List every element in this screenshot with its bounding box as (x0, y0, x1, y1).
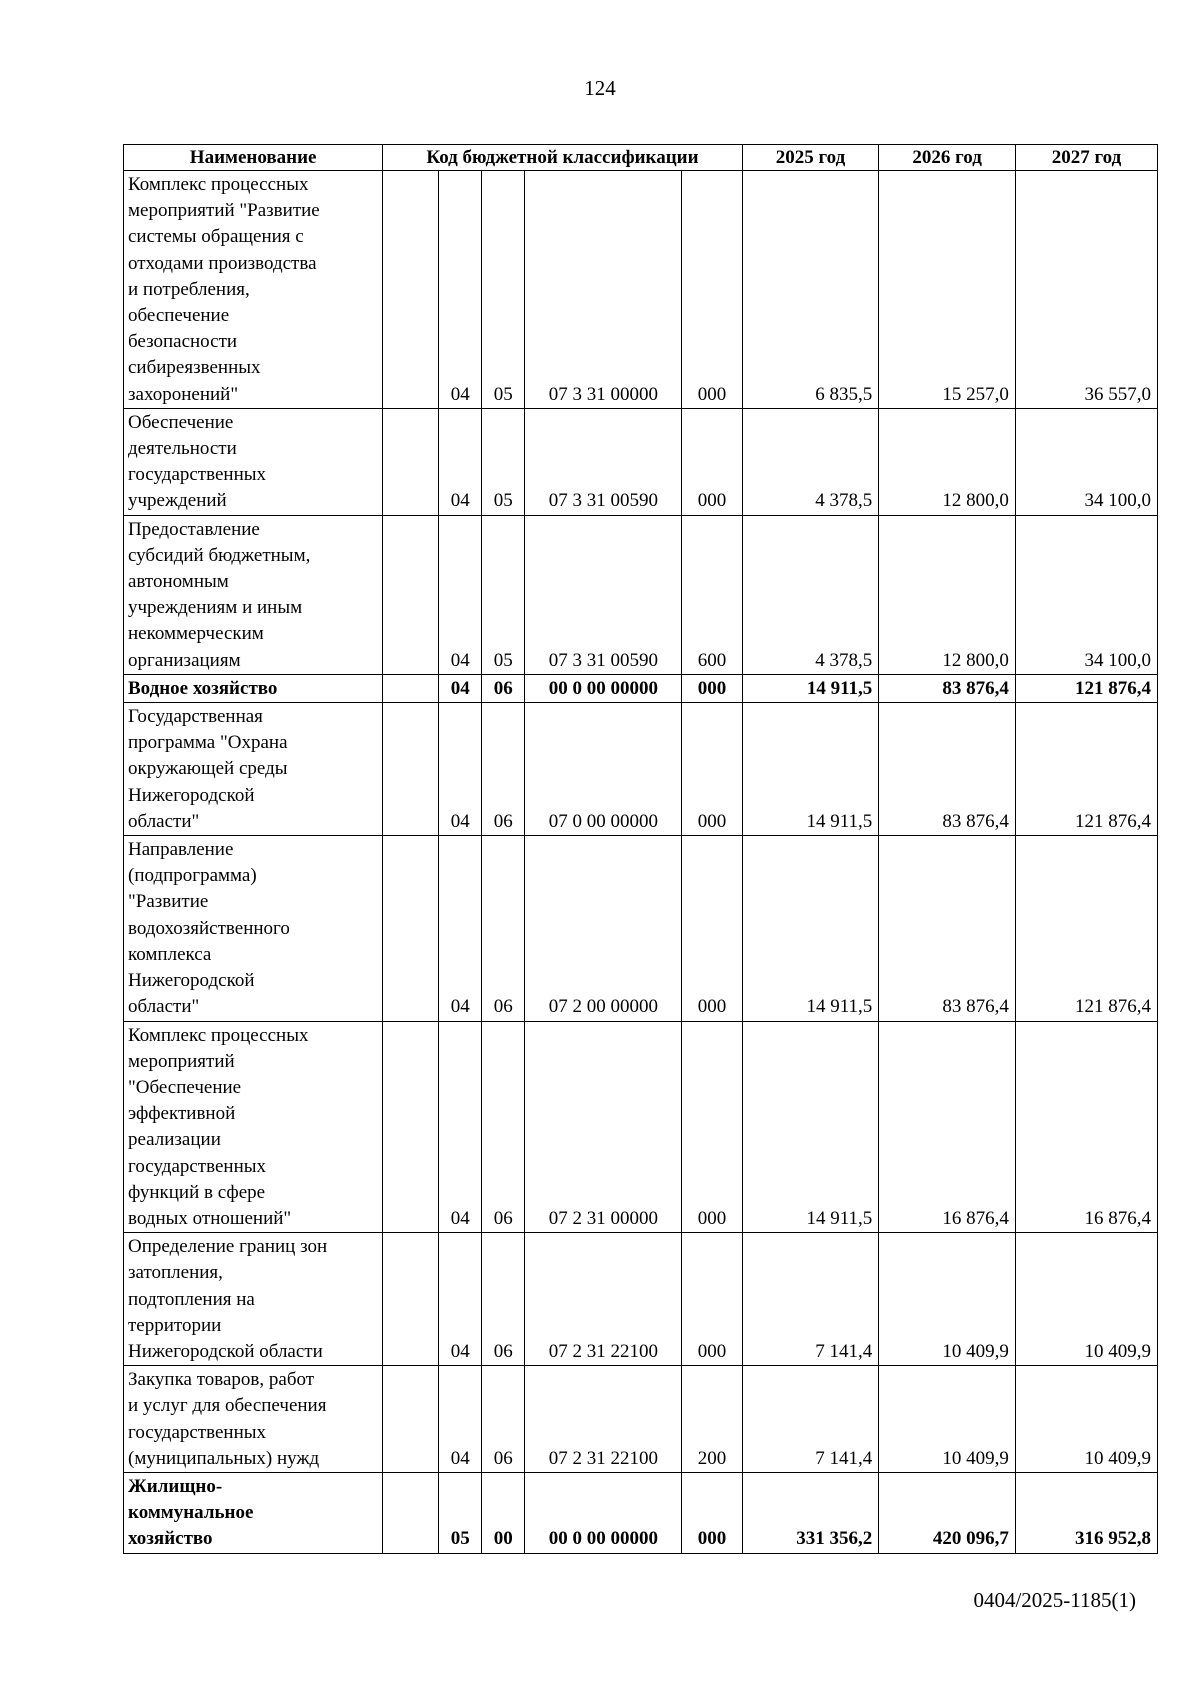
value-2025: 7 141,4 (742, 1366, 879, 1473)
code-subsection: 05 (482, 408, 525, 515)
row-name: Жилищно- коммунальное хозяйство (124, 1472, 383, 1553)
code-subsection: 00 (482, 1472, 525, 1553)
code-expense-type: 000 (682, 674, 742, 702)
table-row (124, 836, 1158, 1021)
header-2025: 2025 год (742, 145, 879, 171)
code-expense-type: 000 (682, 1233, 742, 1366)
table-row (124, 1472, 1158, 1553)
value-2027: 10 409,9 (1015, 1366, 1157, 1473)
code-empty (383, 836, 439, 1021)
code-empty (383, 1233, 439, 1366)
code-section: 04 (439, 515, 482, 674)
table-body (124, 171, 1158, 1554)
value-2027: 16 876,4 (1015, 1021, 1157, 1233)
code-section: 04 (439, 171, 482, 409)
table-row (124, 1021, 1158, 1233)
code-subsection: 06 (482, 1233, 525, 1366)
table-row (124, 1233, 1158, 1366)
code-expense-type: 600 (682, 515, 742, 674)
code-target-article: 00 0 00 00000 (525, 1472, 682, 1553)
code-subsection: 05 (482, 171, 525, 409)
code-subsection: 06 (482, 1366, 525, 1473)
value-2026: 83 876,4 (879, 836, 1016, 1021)
header-name: Наименование (124, 145, 383, 171)
row-name: Государственная программа "Охрана окружающей среды Нижегородской области" (124, 703, 383, 836)
code-subsection: 06 (482, 703, 525, 836)
value-2027: 36 557,0 (1015, 171, 1157, 409)
code-target-article: 07 2 31 22100 (525, 1366, 682, 1473)
code-section: 05 (439, 1472, 482, 1553)
code-expense-type: 000 (682, 836, 742, 1021)
document-number: 0404/2025-1185(1) (973, 1588, 1136, 1612)
code-target-article: 07 3 31 00590 (525, 408, 682, 515)
code-subsection: 06 (482, 1021, 525, 1233)
value-2025: 6 835,5 (742, 171, 879, 409)
header-code: Код бюджетной классификации (383, 145, 742, 171)
value-2027: 34 100,0 (1015, 515, 1157, 674)
code-empty (383, 408, 439, 515)
budget-table (123, 144, 1158, 1554)
value-2025: 4 378,5 (742, 408, 879, 515)
code-target-article: 00 0 00 00000 (525, 674, 682, 702)
value-2027: 121 876,4 (1015, 674, 1157, 702)
header-2027: 2027 год (1015, 145, 1157, 171)
table-header-row (124, 145, 1158, 171)
table-row (124, 674, 1158, 702)
row-name: Водное хозяйство (124, 674, 383, 702)
code-expense-type: 000 (682, 703, 742, 836)
value-2025: 14 911,5 (742, 836, 879, 1021)
value-2025: 14 911,5 (742, 674, 879, 702)
value-2026: 10 409,9 (879, 1366, 1016, 1473)
code-subsection: 05 (482, 515, 525, 674)
code-target-article: 07 2 31 22100 (525, 1233, 682, 1366)
code-expense-type: 200 (682, 1366, 742, 1473)
code-empty (383, 171, 439, 409)
value-2025: 4 378,5 (742, 515, 879, 674)
value-2027: 121 876,4 (1015, 836, 1157, 1021)
table-row (124, 1366, 1158, 1473)
value-2026: 83 876,4 (879, 674, 1016, 702)
code-expense-type: 000 (682, 1021, 742, 1233)
row-name: Определение границ зон затопления, подтопления на территории Нижегородской области (124, 1233, 383, 1366)
code-empty (383, 703, 439, 836)
value-2027: 316 952,8 (1015, 1472, 1157, 1553)
code-target-article: 07 2 00 00000 (525, 836, 682, 1021)
table-row (124, 515, 1158, 674)
code-empty (383, 1366, 439, 1473)
row-name: Комплекс процессных мероприятий "Обеспечение эффективной реализации государственных функций в сфере водных отношений" (124, 1021, 383, 1233)
value-2026: 12 800,0 (879, 515, 1016, 674)
value-2027: 34 100,0 (1015, 408, 1157, 515)
code-section: 04 (439, 836, 482, 1021)
code-empty (383, 1021, 439, 1233)
header-2026: 2026 год (879, 145, 1016, 171)
code-target-article: 07 3 31 00590 (525, 515, 682, 674)
value-2026: 12 800,0 (879, 408, 1016, 515)
code-section: 04 (439, 674, 482, 702)
code-empty (383, 1472, 439, 1553)
row-name: Обеспечение деятельности государственных учреждений (124, 408, 383, 515)
code-section: 04 (439, 703, 482, 836)
row-name: Предоставление субсидий бюджетным, автономным учреждениям и иным некоммерческим организациям (124, 515, 383, 674)
table-row (124, 171, 1158, 409)
code-section: 04 (439, 1366, 482, 1473)
value-2025: 14 911,5 (742, 703, 879, 836)
table-row (124, 703, 1158, 836)
row-name: Направление (подпрограмма) "Развитие водохозяйственного комплекса Нижегородской области" (124, 836, 383, 1021)
value-2025: 331 356,2 (742, 1472, 879, 1553)
value-2026: 15 257,0 (879, 171, 1016, 409)
table-row (124, 408, 1158, 515)
code-target-article: 07 2 31 00000 (525, 1021, 682, 1233)
code-expense-type: 000 (682, 1472, 742, 1553)
value-2026: 420 096,7 (879, 1472, 1016, 1553)
code-target-article: 07 0 00 00000 (525, 703, 682, 836)
value-2026: 16 876,4 (879, 1021, 1016, 1233)
value-2026: 10 409,9 (879, 1233, 1016, 1366)
code-subsection: 06 (482, 674, 525, 702)
value-2025: 7 141,4 (742, 1233, 879, 1366)
code-section: 04 (439, 408, 482, 515)
code-target-article: 07 3 31 00000 (525, 171, 682, 409)
code-section: 04 (439, 1021, 482, 1233)
code-subsection: 06 (482, 836, 525, 1021)
code-empty (383, 515, 439, 674)
row-name: Закупка товаров, работ и услуг для обеспечения государственных (муниципальных) нужд (124, 1366, 383, 1473)
page-number: 124 (584, 76, 616, 100)
code-section: 04 (439, 1233, 482, 1366)
value-2027: 121 876,4 (1015, 703, 1157, 836)
code-expense-type: 000 (682, 408, 742, 515)
value-2025: 14 911,5 (742, 1021, 879, 1233)
value-2027: 10 409,9 (1015, 1233, 1157, 1366)
row-name: Комплекс процессных мероприятий "Развитие системы обращения с отходами производства и потребления, обеспечение безопасности сибиреязвенных захоронений" (124, 171, 383, 409)
code-empty (383, 674, 439, 702)
code-expense-type: 000 (682, 171, 742, 409)
value-2026: 83 876,4 (879, 703, 1016, 836)
